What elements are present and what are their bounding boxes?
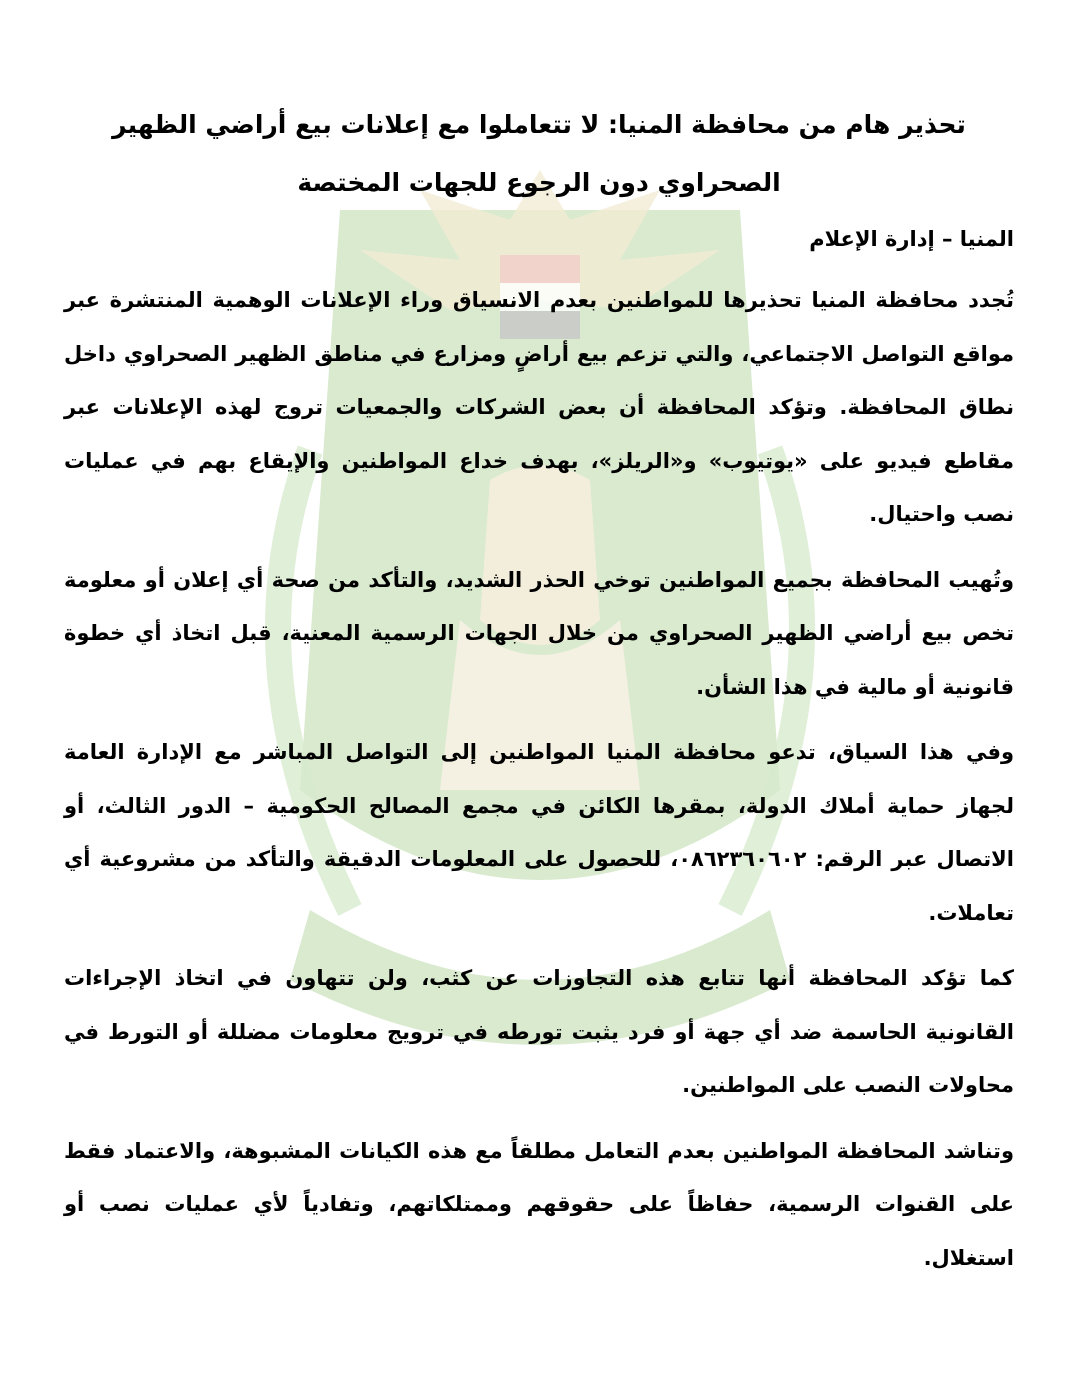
paragraph-1: تُجدد محافظة المنيا تحذيرها للمواطنين بعدم الانسياق وراء الإعلانات الوهمية المنتشرة عبر مواقع التواصل الاجتماعي، والتي تزعم بيع أراضٍ ومزارع في مناطق الظهير الصحراوي داخل نطاق المحافظة. وتؤكد المحافظة أن بعض الشركات والجمعيات تروج لهذه الإعلانات عبر مقاطع فيديو على «يوتيوب» و«الريلز»، بهدف خداع المواطنين والإيقاع بهم في عمليات نصب واحتيال. — [64, 288, 1014, 526]
paragraph-2: وتُهيب المحافظة بجميع المواطنين توخي الحذر الشديد، والتأكد من صحة أي إعلان أو معلومة تخص بيع أراضي الظهير الصحراوي من خلال الجهات الرسمية المعنية، قبل اتخاذ أي خطوة قانونية أو مالية في هذا الشأن. — [64, 567, 1014, 699]
paragraph-4: كما تؤكد المحافظة أنها تتابع هذه التجاوزات عن كثب، ولن تتهاون في اتخاذ الإجراءات القانونية الحاسمة ضد أي جهة أو فرد يثبت تورطه في ترويج معلومات مضللة أو التورط في محاولات النصب على المواطنين. — [64, 966, 1014, 1097]
source-line: المنيا – إدارة الإعلام — [809, 227, 1014, 251]
paragraph-3: وفي هذا السياق، تدعو محافظة المنيا المواطنين إلى التواصل المباشر مع الإدارة العامة لجهاز حماية أملاك الدولة، بمقرها الكائن في مجمع المصالح الحكومية – الدور الثالث، أو الاتصال عبر الرقم: ٠٨٦٢٣٦٠٦٠٢، للحصول على المعلومات الدقيقة والتأكد من مشروعية أي تعاملات. — [64, 740, 1014, 925]
page-title: تحذير هام من محافظة المنيا: لا تتعاملوا مع إعلانات بيع أراضي الظهير الصحراوي دون الرجوع للجهات المختصة — [112, 110, 966, 197]
paragraph-5: وتناشد المحافظة المواطنين بعدم التعامل مطلقاً مع هذه الكيانات المشبوهة، والاعتماد فقط على القنوات الرسمية، حفاظاً على حقوقهم وممتلكاتهم، وتفادياً لأي عمليات نصب أو استغلال. — [64, 1138, 1014, 1270]
